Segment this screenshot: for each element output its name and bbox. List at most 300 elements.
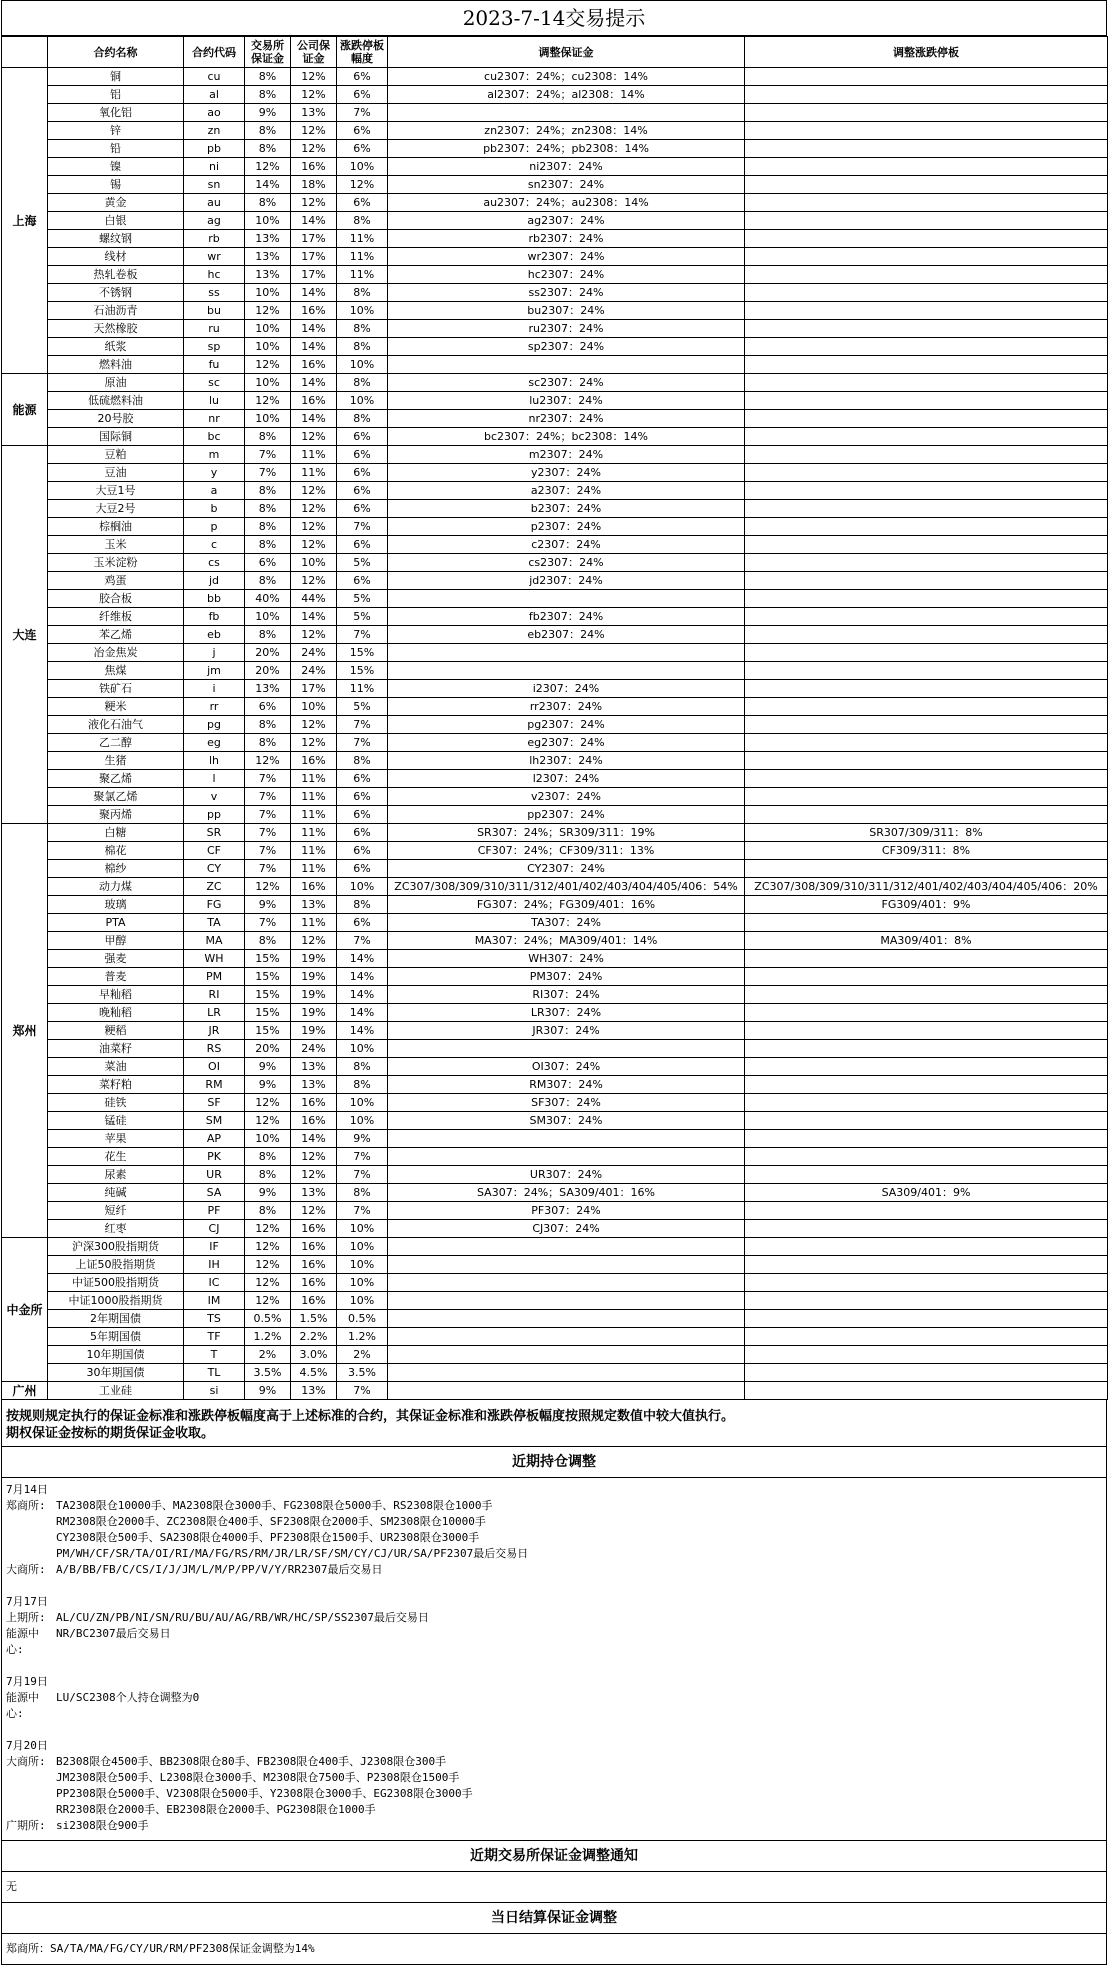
exchange-margin-cell: 8% [245, 734, 291, 752]
adjusted-margin-cell: rb2307：24% [388, 230, 745, 248]
adjusted-margin-cell: wr2307：24% [388, 248, 745, 266]
adjusted-limit-cell [745, 284, 1108, 302]
adjusted-limit-cell [745, 1112, 1108, 1130]
contract-code-cell: b [184, 500, 245, 518]
exchange-margin-cell: 8% [245, 626, 291, 644]
position-text: AL/CU/ZN/PB/NI/SN/RU/BU/AU/AG/RB/WR/HC/SP/SS2307最后交易日 [56, 1611, 429, 1624]
price-limit-cell: 10% [337, 302, 388, 320]
contract-name-cell: 棉花 [48, 842, 184, 860]
contract-code-cell: ru [184, 320, 245, 338]
exchange-margin-cell: 9% [245, 1184, 291, 1202]
contract-code-cell: CY [184, 860, 245, 878]
price-limit-cell: 1.2% [337, 1328, 388, 1346]
exchange-margin-cell: 7% [245, 446, 291, 464]
position-text: si2308限仓900手 [56, 1819, 149, 1832]
table-row [2, 1040, 1108, 1058]
position-line [6, 1786, 1102, 1802]
price-limit-cell: 7% [337, 626, 388, 644]
company-margin-cell: 14% [291, 374, 337, 392]
adjusted-limit-cell [745, 1202, 1108, 1220]
contract-name-cell: 生猪 [48, 752, 184, 770]
price-limit-cell: 10% [337, 356, 388, 374]
adjusted-limit-cell [745, 176, 1108, 194]
adjusted-margin-cell [388, 1382, 745, 1400]
contract-code-cell: ao [184, 104, 245, 122]
position-text: A/B/BB/FB/C/CS/I/J/JM/L/M/P/PP/V/Y/RR2307最后交易日 [56, 1563, 383, 1576]
contract-code-cell: IH [184, 1256, 245, 1274]
adjusted-limit-cell [745, 1094, 1108, 1112]
adjusted-margin-cell: sn2307：24% [388, 176, 745, 194]
price-limit-cell: 2% [337, 1346, 388, 1364]
contract-name-cell: 聚氯乙烯 [48, 788, 184, 806]
contract-code-cell: ni [184, 158, 245, 176]
contract-name-cell: 尿素 [48, 1166, 184, 1184]
contract-name-cell: 线材 [48, 248, 184, 266]
company-margin-cell: 14% [291, 410, 337, 428]
contract-code-cell: rb [184, 230, 245, 248]
price-limit-cell: 10% [337, 1094, 388, 1112]
contract-code-cell: PF [184, 1202, 245, 1220]
price-limit-cell: 6% [337, 860, 388, 878]
price-limit-cell: 6% [337, 446, 388, 464]
table-row [2, 1130, 1108, 1148]
position-line [6, 1514, 1102, 1530]
price-limit-cell: 8% [337, 1058, 388, 1076]
adjusted-limit-cell [745, 194, 1108, 212]
adjusted-margin-cell: CF307：24%；CF309/311：13% [388, 842, 745, 860]
table-row [2, 374, 1108, 392]
contract-code-cell: i [184, 680, 245, 698]
table-row [2, 356, 1108, 374]
exchange-margin-cell: 9% [245, 896, 291, 914]
contract-name-cell: 苹果 [48, 1130, 184, 1148]
contract-name-cell: 锌 [48, 122, 184, 140]
adjusted-margin-cell: SM307：24% [388, 1112, 745, 1130]
exchange-margin-cell: 8% [245, 572, 291, 590]
adjusted-margin-cell: bu2307：24% [388, 302, 745, 320]
adjusted-margin-cell [388, 644, 745, 662]
price-limit-cell: 12% [337, 176, 388, 194]
exchange-label [6, 1770, 56, 1786]
position-line [6, 1770, 1102, 1786]
contract-name-cell: 螺纹钢 [48, 230, 184, 248]
contract-code-cell: lh [184, 752, 245, 770]
table-row [2, 338, 1108, 356]
company-margin-cell: 3.0% [291, 1346, 337, 1364]
exchange-margin-cell: 13% [245, 680, 291, 698]
company-margin-cell: 14% [291, 1130, 337, 1148]
contract-name-cell: 黄金 [48, 194, 184, 212]
company-margin-cell: 14% [291, 320, 337, 338]
table-row [2, 536, 1108, 554]
exchange-margin-cell: 13% [245, 266, 291, 284]
adjusted-margin-cell: cu2307：24%；cu2308：14% [388, 68, 745, 86]
table-row [2, 194, 1108, 212]
exchange-margin-cell: 7% [245, 806, 291, 824]
adjusted-limit-cell [745, 446, 1108, 464]
company-margin-cell: 11% [291, 788, 337, 806]
exchange-margin-cell: 8% [245, 500, 291, 518]
contract-code-cell: sc [184, 374, 245, 392]
table-row [2, 68, 1108, 86]
position-line [6, 1530, 1102, 1546]
margin-notice-title: 近期交易所保证金调整通知 [1, 1841, 1107, 1872]
adjusted-limit-cell [745, 590, 1108, 608]
exchange-margin-cell: 8% [245, 1166, 291, 1184]
table-row [2, 716, 1108, 734]
contract-name-cell: 原油 [48, 374, 184, 392]
company-margin-cell: 12% [291, 536, 337, 554]
price-limit-cell: 10% [337, 878, 388, 896]
contract-code-cell: TF [184, 1328, 245, 1346]
price-limit-cell: 8% [337, 212, 388, 230]
price-limit-cell: 14% [337, 1004, 388, 1022]
price-limit-cell: 7% [337, 104, 388, 122]
company-margin-cell: 16% [291, 1220, 337, 1238]
contract-code-cell: WH [184, 950, 245, 968]
contract-name-cell: 硅铁 [48, 1094, 184, 1112]
company-margin-cell: 16% [291, 1292, 337, 1310]
price-limit-cell: 8% [337, 338, 388, 356]
contract-code-cell: au [184, 194, 245, 212]
header-company-margin: 公司保证金 [291, 37, 337, 68]
table-row [2, 302, 1108, 320]
contract-code-cell: T [184, 1346, 245, 1364]
position-date: 7月17日 [6, 1595, 48, 1608]
company-margin-cell: 16% [291, 1274, 337, 1292]
adjusted-margin-cell: OI307：24% [388, 1058, 745, 1076]
exchange-cell: 能源 [2, 374, 48, 446]
adjusted-margin-cell: PM307：24% [388, 968, 745, 986]
page-title: 2023-7-14交易提示 [1, 0, 1107, 36]
price-limit-cell: 6% [337, 68, 388, 86]
table-row [2, 122, 1108, 140]
position-text: RR2308限仓2000手、EB2308限仓2000手、PG2308限仓1000手 [56, 1803, 376, 1816]
exchange-margin-cell: 8% [245, 1202, 291, 1220]
contract-name-cell: 短纤 [48, 1202, 184, 1220]
contract-name-cell: 油菜籽 [48, 1040, 184, 1058]
table-row [2, 104, 1108, 122]
exchange-label: 广期所: [6, 1819, 46, 1832]
position-date: 7月14日 [6, 1483, 48, 1496]
table-row [2, 554, 1108, 572]
contract-code-cell: v [184, 788, 245, 806]
price-limit-cell: 5% [337, 698, 388, 716]
table-row [2, 230, 1108, 248]
adjusted-limit-cell [745, 626, 1108, 644]
adjusted-margin-cell: b2307：24% [388, 500, 745, 518]
price-limit-cell: 6% [337, 482, 388, 500]
adjusted-margin-cell: LR307：24% [388, 1004, 745, 1022]
adjusted-limit-cell [745, 1220, 1108, 1238]
company-margin-cell: 19% [291, 968, 337, 986]
adjusted-margin-cell: CY2307：24% [388, 860, 745, 878]
contract-code-cell: ss [184, 284, 245, 302]
price-limit-cell: 8% [337, 1076, 388, 1094]
company-margin-cell: 11% [291, 806, 337, 824]
exchange-label: 郑商所: [6, 1499, 46, 1512]
company-margin-cell: 12% [291, 482, 337, 500]
contract-name-cell: 豆粕 [48, 446, 184, 464]
exchange-margin-cell: 20% [245, 1040, 291, 1058]
contract-code-cell: PK [184, 1148, 245, 1166]
contract-code-cell: rr [184, 698, 245, 716]
price-limit-cell: 10% [337, 1238, 388, 1256]
contract-code-cell: hc [184, 266, 245, 284]
price-limit-cell: 6% [337, 140, 388, 158]
exchange-margin-cell: 40% [245, 590, 291, 608]
adjusted-limit-cell [745, 1148, 1108, 1166]
company-margin-cell: 11% [291, 770, 337, 788]
adjusted-limit-cell [745, 1040, 1108, 1058]
price-limit-cell: 10% [337, 1274, 388, 1292]
table-row [2, 410, 1108, 428]
adjusted-limit-cell: SA309/401：9% [745, 1184, 1108, 1202]
company-margin-cell: 12% [291, 140, 337, 158]
table-row [2, 464, 1108, 482]
table-row [2, 1382, 1108, 1400]
exchange-label: 上期所: [6, 1611, 46, 1624]
adjusted-limit-cell: FG309/401：9% [745, 896, 1108, 914]
company-margin-cell: 13% [291, 1058, 337, 1076]
contract-name-cell: 铝 [48, 86, 184, 104]
exchange-margin-cell: 8% [245, 68, 291, 86]
exchange-margin-cell: 12% [245, 302, 291, 320]
price-limit-cell: 8% [337, 320, 388, 338]
exchange-margin-cell: 8% [245, 518, 291, 536]
adjusted-margin-cell: WH307：24% [388, 950, 745, 968]
price-limit-cell: 5% [337, 608, 388, 626]
contract-code-cell: nr [184, 410, 245, 428]
exchange-label [6, 1530, 56, 1546]
contract-name-cell: 纤维板 [48, 608, 184, 626]
contract-name-cell: 锰硅 [48, 1112, 184, 1130]
note-line: 期权保证金按标的期货保证金收取。 [6, 1426, 215, 1441]
position-line [6, 1802, 1102, 1818]
contract-name-cell: 氧化铝 [48, 104, 184, 122]
price-limit-cell: 11% [337, 680, 388, 698]
exchange-margin-cell: 7% [245, 860, 291, 878]
adjusted-margin-cell [388, 1130, 745, 1148]
price-limit-cell: 6% [337, 464, 388, 482]
company-margin-cell: 14% [291, 338, 337, 356]
company-margin-cell: 19% [291, 986, 337, 1004]
contract-code-cell: fu [184, 356, 245, 374]
adjusted-margin-cell: hc2307：24% [388, 266, 745, 284]
contract-code-cell: CF [184, 842, 245, 860]
adjusted-limit-cell [745, 968, 1108, 986]
table-row [2, 266, 1108, 284]
adjusted-limit-cell [745, 212, 1108, 230]
company-margin-cell: 12% [291, 68, 337, 86]
adjusted-margin-cell [388, 1292, 745, 1310]
adjusted-margin-cell: au2307：24%；au2308：14% [388, 194, 745, 212]
adjusted-margin-cell: a2307：24% [388, 482, 745, 500]
price-limit-cell: 7% [337, 1202, 388, 1220]
contract-name-cell: 铁矿石 [48, 680, 184, 698]
adjusted-limit-cell [745, 1076, 1108, 1094]
adjusted-margin-cell: ni2307：24% [388, 158, 745, 176]
adjusted-margin-cell: pg2307：24% [388, 716, 745, 734]
exchange-margin-cell: 10% [245, 374, 291, 392]
company-margin-cell: 12% [291, 626, 337, 644]
contract-name-cell: 大豆2号 [48, 500, 184, 518]
contract-code-cell: eb [184, 626, 245, 644]
exchange-margin-cell: 12% [245, 1274, 291, 1292]
table-body [2, 68, 1108, 1400]
contract-name-cell: 胶合板 [48, 590, 184, 608]
adjusted-margin-cell [388, 590, 745, 608]
contract-code-cell: jm [184, 662, 245, 680]
adjusted-margin-cell: SA307：24%；SA309/401：16% [388, 1184, 745, 1202]
contract-code-cell: l [184, 770, 245, 788]
contract-code-cell: AP [184, 1130, 245, 1148]
exchange-label: 大商所: [6, 1755, 46, 1768]
price-limit-cell: 7% [337, 734, 388, 752]
contract-name-cell: 石油沥青 [48, 302, 184, 320]
position-line [6, 1754, 1102, 1770]
contract-code-cell: MA [184, 932, 245, 950]
price-limit-cell: 6% [337, 428, 388, 446]
contract-name-cell: 棉纱 [48, 860, 184, 878]
contract-name-cell: 强麦 [48, 950, 184, 968]
adjusted-limit-cell [745, 806, 1108, 824]
contract-code-cell: c [184, 536, 245, 554]
contract-code-cell: lu [184, 392, 245, 410]
contract-code-cell: y [184, 464, 245, 482]
adjusted-margin-cell: rr2307：24% [388, 698, 745, 716]
company-margin-cell: 18% [291, 176, 337, 194]
adjusted-limit-cell [745, 1310, 1108, 1328]
contract-name-cell: 苯乙烯 [48, 626, 184, 644]
table-row [2, 1022, 1108, 1040]
company-margin-cell: 12% [291, 734, 337, 752]
price-limit-cell: 10% [337, 1220, 388, 1238]
contract-code-cell: pg [184, 716, 245, 734]
adjusted-limit-cell [745, 1328, 1108, 1346]
settlement-text: 郑商所：SA/TA/MA/FG/CY/UR/RM/PF2308保证金调整为14% [1, 1934, 1107, 1965]
company-margin-cell: 12% [291, 500, 337, 518]
contract-name-cell: 白糖 [48, 824, 184, 842]
table-row [2, 788, 1108, 806]
company-margin-cell: 24% [291, 1040, 337, 1058]
company-margin-cell: 16% [291, 752, 337, 770]
contract-name-cell: 白银 [48, 212, 184, 230]
price-limit-cell: 5% [337, 590, 388, 608]
price-limit-cell: 11% [337, 248, 388, 266]
table-row [2, 914, 1108, 932]
adjusted-limit-cell [745, 230, 1108, 248]
adjusted-limit-cell [745, 1130, 1108, 1148]
exchange-cell: 上海 [2, 68, 48, 374]
position-text: RM2308限仓2000手、ZC2308限仓400手、SF2308限仓2000手、SM2308限仓10000手 [56, 1515, 486, 1528]
price-limit-cell: 7% [337, 716, 388, 734]
position-text: PP2308限仓5000手、V2308限仓5000手、Y2308限仓3000手、EG2308限仓3000手 [56, 1787, 473, 1800]
company-margin-cell: 14% [291, 608, 337, 626]
price-limit-cell: 6% [337, 86, 388, 104]
adjusted-limit-cell [745, 914, 1108, 932]
company-margin-cell: 14% [291, 212, 337, 230]
exchange-cell: 中金所 [2, 1238, 48, 1382]
exchange-margin-cell: 12% [245, 392, 291, 410]
adjusted-limit-cell [745, 410, 1108, 428]
adjusted-margin-cell: i2307：24% [388, 680, 745, 698]
table-row [2, 482, 1108, 500]
contract-name-cell: 液化石油气 [48, 716, 184, 734]
contract-code-cell: cu [184, 68, 245, 86]
contract-name-cell: 不锈钢 [48, 284, 184, 302]
exchange-margin-cell: 10% [245, 212, 291, 230]
table-row [2, 1310, 1108, 1328]
company-margin-cell: 16% [291, 392, 337, 410]
exchange-margin-cell: 8% [245, 194, 291, 212]
position-text: TA2308限仓10000手、MA2308限仓3000手、FG2308限仓5000手、RS2308限仓1000手 [56, 1499, 493, 1512]
adjusted-limit-cell [745, 68, 1108, 86]
adjusted-limit-cell [745, 950, 1108, 968]
adjusted-limit-cell [745, 716, 1108, 734]
position-line [6, 1626, 1102, 1658]
adjusted-limit-cell [745, 1058, 1108, 1076]
contract-name-cell: 中证500股指期货 [48, 1274, 184, 1292]
exchange-margin-cell: 8% [245, 140, 291, 158]
adjusted-limit-cell [745, 788, 1108, 806]
position-text: PM/WH/CF/SR/TA/OI/RI/MA/FG/RS/RM/JR/LR/SF/SM/CY/CJ/UR/SA/PF2307最后交易日 [56, 1547, 529, 1560]
contract-code-cell: RM [184, 1076, 245, 1094]
adjusted-limit-cell [745, 482, 1108, 500]
adjusted-limit-cell [745, 536, 1108, 554]
table-row [2, 392, 1108, 410]
company-margin-cell: 16% [291, 1238, 337, 1256]
contract-name-cell: PTA [48, 914, 184, 932]
adjusted-margin-cell [388, 1256, 745, 1274]
company-margin-cell: 12% [291, 932, 337, 950]
adjusted-limit-cell: MA309/401：8% [745, 932, 1108, 950]
position-line [6, 1498, 1102, 1514]
table-row [2, 770, 1108, 788]
table-row [2, 572, 1108, 590]
contract-code-cell: j [184, 644, 245, 662]
table-row [2, 734, 1108, 752]
contract-name-cell: 大豆1号 [48, 482, 184, 500]
price-limit-cell: 9% [337, 1130, 388, 1148]
position-day [6, 1594, 1102, 1658]
contract-name-cell: 动力煤 [48, 878, 184, 896]
exchange-margin-cell: 9% [245, 1382, 291, 1400]
adjusted-margin-cell [388, 104, 745, 122]
position-date: 7月19日 [6, 1675, 48, 1688]
company-margin-cell: 19% [291, 1022, 337, 1040]
table-row [2, 644, 1108, 662]
header-adjusted-margin: 调整保证金 [388, 37, 745, 68]
contract-code-cell: cs [184, 554, 245, 572]
adjusted-margin-cell: RI307：24% [388, 986, 745, 1004]
position-line [6, 1690, 1102, 1722]
table-row [2, 86, 1108, 104]
contract-name-cell: 玉米淀粉 [48, 554, 184, 572]
exchange-margin-cell: 9% [245, 1076, 291, 1094]
price-limit-cell: 6% [337, 806, 388, 824]
price-limit-cell: 15% [337, 644, 388, 662]
contract-name-cell: 粳米 [48, 698, 184, 716]
price-limit-cell: 8% [337, 896, 388, 914]
table-row [2, 212, 1108, 230]
table-row [2, 806, 1108, 824]
company-margin-cell: 2.2% [291, 1328, 337, 1346]
adjusted-margin-cell: SR307：24%；SR309/311：19% [388, 824, 745, 842]
adjusted-margin-cell [388, 1040, 745, 1058]
exchange-margin-cell: 7% [245, 770, 291, 788]
contract-code-cell: RI [184, 986, 245, 1004]
